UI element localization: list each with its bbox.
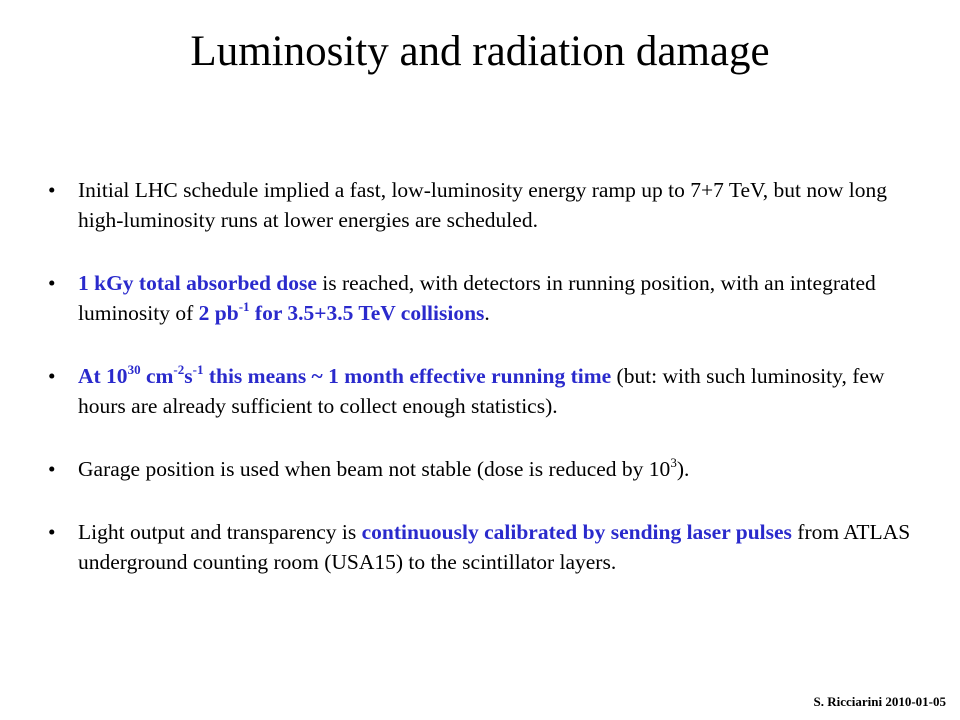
highlight-s: s xyxy=(184,364,193,388)
highlight-running-time xyxy=(78,364,611,388)
bullet-text: Initial LHC schedule implied a fast, low-luminosity energy ramp up to 7+7 TeV, but now long high-luminosity runs at lower energies are scheduled. xyxy=(78,178,888,232)
highlight-at: At 10 xyxy=(78,364,128,388)
bullet-lhc-schedule xyxy=(48,175,928,235)
bullet-text: Garage position is used when beam not stable (dose is reduced by 10 xyxy=(78,457,671,481)
footer-author-date: S. Ricciarini 2010-01-05 xyxy=(813,694,946,709)
exponent: -1 xyxy=(192,362,204,377)
bullet-marker: • xyxy=(48,364,56,388)
highlight-calibration: continuously calibrated by sending laser pulses xyxy=(361,520,792,544)
highlight-month: this means ~ 1 month effective running time xyxy=(203,364,612,388)
bullet-marker: • xyxy=(48,178,56,202)
bullet-light-output xyxy=(48,517,928,577)
bullet-list xyxy=(48,175,928,610)
highlight-collisions: for 3.5+3.5 TeV collisions xyxy=(249,301,485,325)
exponent: -2 xyxy=(173,362,185,377)
bullet-marker: • xyxy=(48,520,56,544)
highlight-luminosity-value: 2 pb xyxy=(198,301,239,325)
bullet-text-end: from ATLAS underground counting room (USA15) to the scintillator layers. xyxy=(78,520,911,574)
bullet-running-time xyxy=(48,361,928,421)
slide-title: Luminosity and radiation damage xyxy=(190,28,770,75)
bullet-text: (but: with such luminosity, few hours are already sufficient to collect enough statistics). xyxy=(78,364,885,418)
bullet-marker: • xyxy=(48,271,56,295)
exponent: -1 xyxy=(238,299,250,314)
bullet-absorbed-dose xyxy=(48,268,928,328)
bullet-text-end: ). xyxy=(676,457,690,481)
bullet-text: is reached, with detectors in running position, with an integrated luminosity of xyxy=(78,271,876,325)
highlight-dose: 1 kGy total absorbed dose xyxy=(78,271,317,295)
highlight-luminosity xyxy=(199,301,485,325)
exponent: 3 xyxy=(670,455,677,470)
bullet-garage-position xyxy=(48,454,928,484)
exponent: 30 xyxy=(127,362,141,377)
bullet-text-end: . xyxy=(484,301,490,325)
bullet-text: Light output and transparency is xyxy=(78,520,362,544)
highlight-cm: cm xyxy=(140,364,174,388)
bullet-marker: • xyxy=(48,457,56,481)
